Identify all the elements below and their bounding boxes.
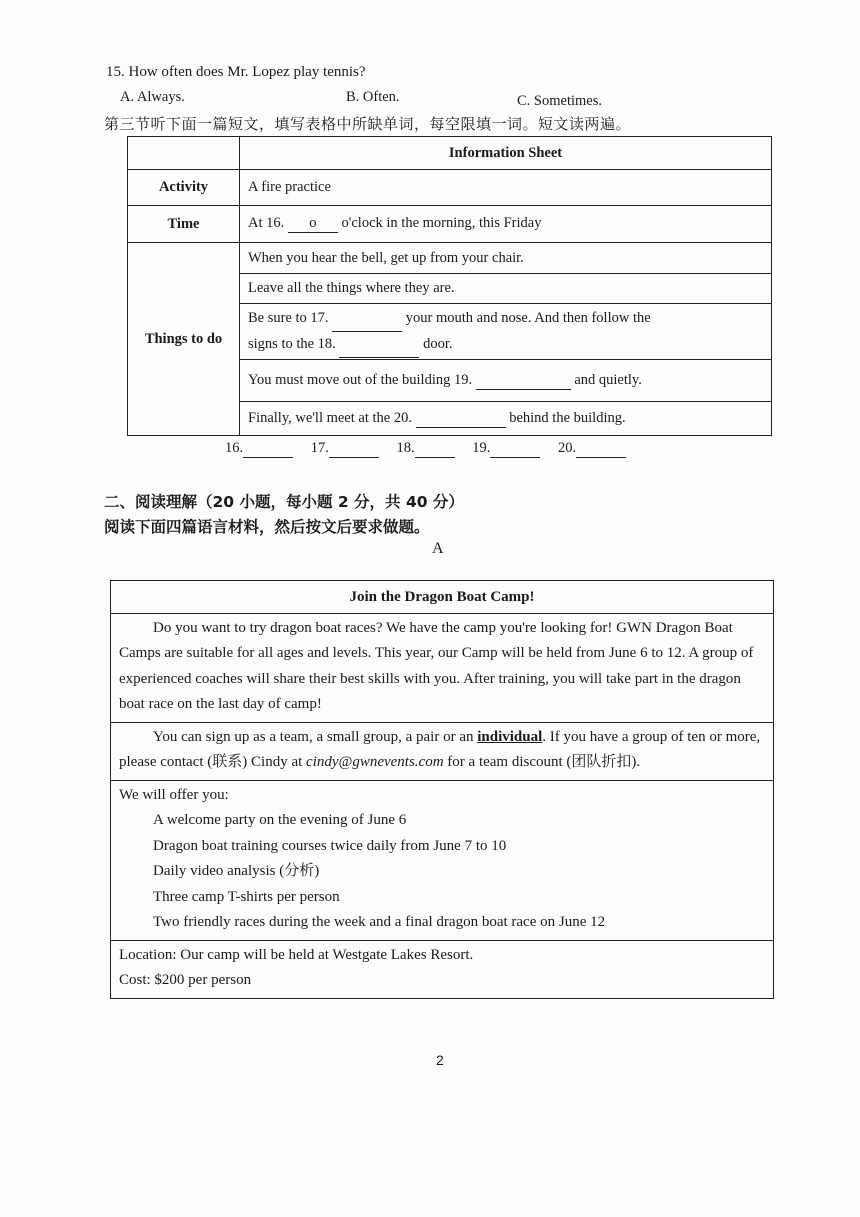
answer-16-number: 16.: [225, 440, 244, 456]
answer-18-number: 18.: [396, 440, 415, 456]
answer-line: [225, 440, 640, 458]
thing-3: [240, 304, 772, 360]
offer-item: A welcome party on the evening of June 6: [153, 812, 407, 828]
answer-16: [225, 440, 293, 456]
answer-16-blank[interactable]: [243, 440, 293, 458]
thing-3-part-a: Be sure to 17.: [248, 309, 329, 326]
thing-5-part-b: behind the building.: [509, 409, 626, 426]
camp-title: Join the Dragon Boat Camp!: [349, 589, 535, 605]
activity-label: Activity: [128, 170, 240, 206]
blank-19[interactable]: [476, 372, 571, 390]
answer-18-blank[interactable]: [415, 440, 455, 458]
answer-20: [558, 440, 626, 456]
contact-email: cindy@gwnevents.com: [306, 754, 444, 770]
section-3-instruction: 第三节听下面一篇短文，填写表格中所缺单词，每空限填一词。短文读两遍。: [104, 115, 632, 133]
answer-17-blank[interactable]: [329, 440, 379, 458]
camp-paragraph-2-part-b: . If you have a group of ten or more, please contact (联系) Cindy at: [119, 728, 761, 770]
camp-cost: Cost: $200 per person: [119, 972, 252, 988]
blank-16[interactable]: o: [288, 215, 338, 233]
answer-19: [472, 440, 540, 456]
information-sheet-table: [127, 136, 772, 436]
time-prefix: At 16.: [248, 215, 285, 231]
offer-item: Two friendly races during the week and a final dragon boat race on June 12: [153, 914, 606, 930]
camp-advert-box: [110, 580, 774, 999]
offer-item: Dragon boat training courses twice daily from June 7 to 10: [153, 837, 507, 854]
table-corner-cell: [128, 137, 240, 170]
blank-17[interactable]: [332, 306, 402, 332]
time-suffix: o'clock in the morning, this Friday: [341, 215, 542, 231]
camp-paragraph-2-part-a: You can sign up as a team, a small group, a pair or an: [153, 728, 474, 745]
thing-5: [240, 402, 772, 436]
thing-3-part-c: signs to the 18.: [248, 335, 336, 352]
things-to-do-label: Things to do: [128, 243, 240, 436]
time-label: Time: [128, 206, 240, 243]
question-15-option-a: A. Always.: [120, 89, 185, 105]
thing-3-part-d: door.: [423, 335, 453, 352]
camp-paragraph-2-part-c: for a team discount (团队折扣).: [447, 754, 641, 770]
time-value: [240, 206, 772, 243]
answer-17: [311, 440, 379, 456]
table-header: Information Sheet: [240, 137, 772, 170]
thing-4: [240, 360, 772, 402]
question-15-stem: 15. How often does Mr. Lopez play tennis?: [106, 64, 366, 80]
thing-3-part-b: your mouth and nose. And then follow the: [405, 309, 651, 326]
answer-18: [397, 440, 455, 456]
thing-4-part-a: You must move out of the building 19.: [248, 371, 473, 388]
camp-location: Location: Our camp will be held at Westgate Lakes Resort.: [119, 946, 474, 963]
thing-1: When you hear the bell, get up from your chair.: [240, 243, 772, 274]
camp-paragraph-1: Do you want to try dragon boat races? We have the camp you're looking for! GWN Dragon Boat Camps are suitable for all ages and levels. This year, our Camp will be held from June 6 to 12. A group of experienced coaches will share their best skills with you. After training, you will take part in the dragon boat race on the last day of camp!: [111, 613, 773, 722]
question-15-option-c: C. Sometimes.: [517, 93, 602, 109]
offer-item: Three camp T-shirts per person: [153, 888, 340, 905]
camp-details: [111, 940, 773, 998]
answer-17-number: 17.: [310, 440, 329, 456]
blank-18[interactable]: [339, 332, 419, 358]
section-2-instruction: 阅读下面四篇语言材料，然后按文后要求做题。: [104, 518, 430, 536]
thing-4-part-b: and quietly.: [574, 371, 642, 388]
answer-19-blank[interactable]: [490, 440, 540, 458]
thing-5-part-a: Finally, we'll meet at the 20.: [248, 409, 412, 426]
section-2-heading: 二、阅读理解（20 小题，每小题 2 分，共 40 分）: [104, 493, 464, 511]
thing-2: Leave all the things where they are.: [240, 274, 772, 304]
offers-heading: We will offer you:: [119, 786, 229, 803]
camp-offers: [111, 780, 773, 940]
activity-value: A fire practice: [240, 170, 772, 206]
answer-20-blank[interactable]: [576, 440, 626, 458]
camp-paragraph-2: [111, 722, 773, 780]
answer-19-number: 19.: [472, 440, 491, 456]
page-number: 2: [436, 1052, 444, 1068]
passage-letter: A: [432, 540, 444, 557]
blank-20[interactable]: [416, 410, 506, 428]
answer-20-number: 20.: [558, 440, 577, 456]
offer-item: Daily video analysis (分析): [153, 863, 320, 879]
keyword-individual: individual: [477, 728, 543, 745]
question-15-option-b: B. Often.: [346, 89, 400, 105]
